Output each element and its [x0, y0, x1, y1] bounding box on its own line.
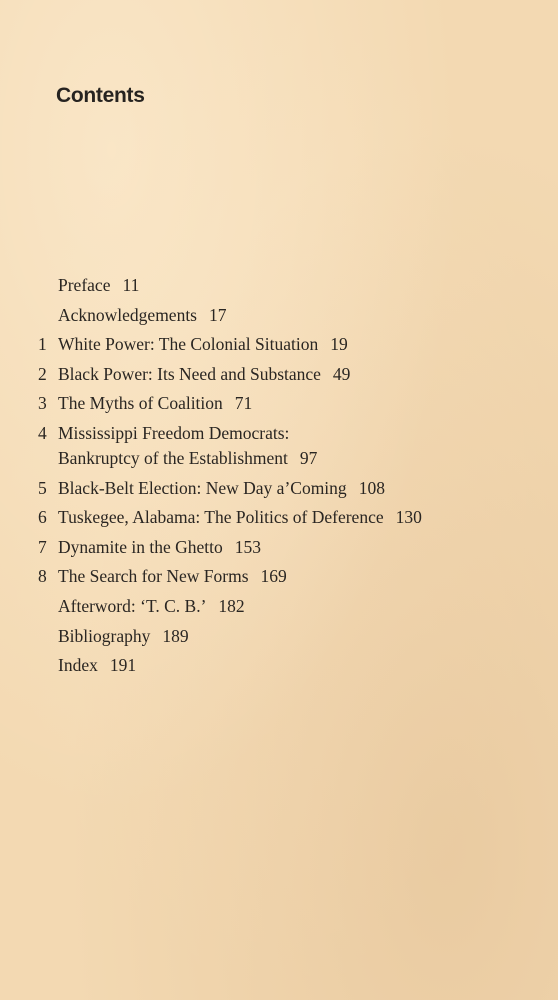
toc-entry-chapter-8 [0, 564, 558, 589]
chapter-number: 8 [38, 566, 47, 587]
page-number: 19 [330, 334, 348, 355]
entry-title: Dynamite in the Ghetto [58, 536, 223, 557]
entry-title: Preface [58, 275, 111, 295]
entry-title: Bibliography [58, 625, 151, 646]
toc-entry-chapter-4 [0, 421, 558, 471]
toc-entry-preface [0, 273, 558, 298]
entry-title: Black-Belt Election: New Day a’Coming [58, 477, 347, 498]
page-number: 71 [234, 393, 253, 414]
page-number: 169 [260, 566, 287, 587]
toc-entry-acknowledgements [0, 303, 558, 328]
toc-entry-chapter-6 [0, 505, 558, 530]
page-number: 108 [358, 477, 385, 498]
toc-entry-chapter-1 [0, 332, 558, 357]
chapter-number: 2 [38, 363, 47, 384]
page-number: 17 [209, 304, 227, 325]
toc-entry-chapter-2 [0, 362, 558, 387]
chapter-number: 5 [38, 477, 47, 498]
page-number: 97 [299, 447, 318, 468]
table-of-contents [0, 273, 558, 683]
entry-title: White Power: The Colonial Situation [58, 334, 319, 355]
entry-title-line-2: Bankruptcy of the Establishment [58, 447, 288, 468]
page-number: 49 [332, 363, 351, 384]
entry-title: Acknowledgements [58, 304, 197, 325]
entry-title: Tuskegee, Alabama: The Politics of Deference [58, 507, 384, 528]
toc-entry-index [0, 653, 558, 678]
chapter-number: 4 [38, 422, 47, 443]
chapter-number: 6 [38, 507, 47, 528]
page-number: 191 [109, 655, 137, 676]
page-number: 189 [162, 625, 189, 646]
toc-entry-bibliography [0, 624, 558, 649]
chapter-number: 7 [38, 536, 47, 557]
page-number: 153 [234, 536, 262, 557]
chapter-number: 3 [38, 393, 47, 414]
toc-entry-chapter-3 [0, 391, 558, 416]
page-number: 130 [395, 507, 422, 528]
toc-entry-afterword [0, 594, 558, 619]
toc-entry-chapter-5 [0, 476, 558, 501]
entry-title: Index [58, 655, 98, 676]
toc-entry-chapter-7 [0, 535, 558, 560]
entry-title-line-1: Mississippi Freedom Democrats: [58, 422, 290, 443]
page-number: 182 [218, 595, 245, 616]
entry-title: Afterword: ‘T. C. B.’ [58, 595, 207, 616]
page-number: 11 [122, 275, 140, 295]
entry-title: The Search for New Forms [58, 566, 249, 587]
entry-title: Black Power: Its Need and Substance [58, 363, 321, 384]
page-title: Contents [56, 84, 145, 107]
chapter-number: 1 [38, 334, 47, 355]
entry-title: The Myths of Coalition [58, 393, 223, 414]
